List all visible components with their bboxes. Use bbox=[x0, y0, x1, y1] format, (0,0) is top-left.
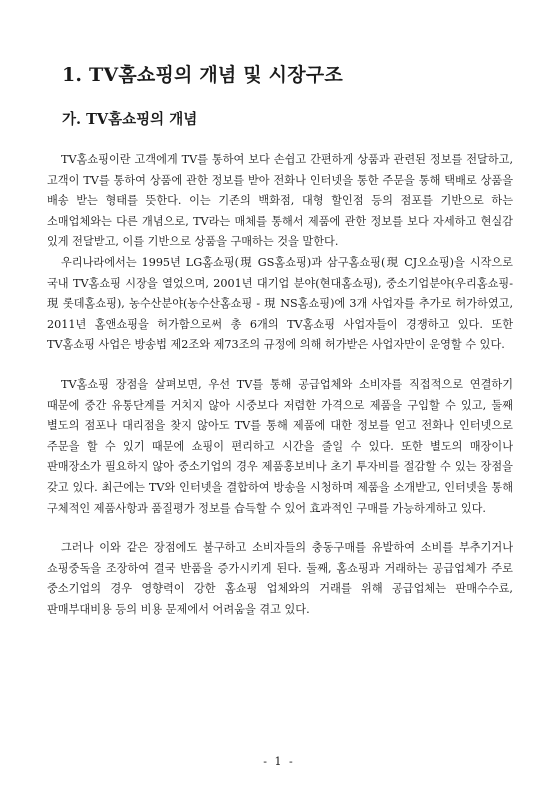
page-number: - 1 - bbox=[263, 755, 295, 768]
paragraph-advantages: TV홈쇼핑 장점을 살펴보면, 우선 TV를 통해 공급업체와 소비자를 직접적으로 연결하기 때문에 중간 유통단계를 거치지 않아 시중보다 저렴한 가격으로 제품을 구입할 수 있고, 둘째 별도의 점포나 대리점을 찾지 않아도 TV를 통해 제품에 대한 정보를 얻고 전화나 인터넷으로 주문을 할 수 있기 때문에 쇼핑이 편리하고 시간을 줄일 수 있다. 또한 별도의 매장이나 판매장소가 필요하지 않아 중소기업의 경우 제품홍보비나 초기 투자비를 절감할 수 있는 장점을 갖고 있다. 최근에는 TV와 인터넷을 결합하여 방송을 시청하며 제품을 소개받고, 인터넷을 통해 구체적인 제품사항과 품질평가 정보를 습득할 수 있어 효과적인 구매를 가능하게하고 있다. bbox=[47, 377, 513, 515]
paragraph-history: 우리나라에서는 1995년 LG홈쇼핑(現 GS홈쇼핑)과 삼구홈쇼핑(現 CJ오쇼핑)을 시작으로 국내 TV홈쇼핑 시장을 열었으며, 2001년 대기업 분야(현대홈쇼핑), 중소기업분야(우리홈쇼핑-現 롯데홈쇼핑), 농수산분야(농수산홈쇼핑 - 現 NS홈쇼핑)에 3개 사업자를 추가로 허가하였고, 2011년 홈앤쇼핑을 허가함으로써 총 6개의 TV홈쇼핑 사업자들이 경쟁하고 있다. 또한 TV홈쇼핑 사업은 방송법 제2조와 제73조의 규정에 의해 허가받은 사업자만이 운영할 수 있다. bbox=[47, 255, 513, 352]
section-title: 가. TV홈쇼핑의 개념 bbox=[62, 111, 198, 128]
body-text bbox=[47, 150, 513, 620]
paragraph-definition: TV홈쇼핑이란 고객에게 TV를 통하여 보다 손쉽고 간편하게 상품과 관련된 정보를 전달하고, 고객이 TV를 통하여 상품에 관한 정보를 받아 전화나 인터넷을 통한 주문을 통해 택배로 상품을 배송 받는 형태를 뜻한다. 이는 기존의 백화점, 대형 할인점 등의 점포를 기반으로 하는 소매업체와는 다른 개념으로, TV라는 매체를 통해서 제품에 관한 정보를 보다 자세하고 현실감 있게 전달받고, 이를 기반으로 상품을 구매하는 것을 말한다. bbox=[47, 153, 513, 249]
paragraph-disadvantages: 그러나 이와 같은 장점에도 불구하고 소비자들의 충동구매를 유발하여 소비를 부추기거나 쇼핑중독을 조장하여 결국 반품을 증가시키게 된다. 둘째, 홈쇼핑과 거래하는 공급업체가 주로 중소기업의 경우 영향력이 강한 홈쇼핑 업체와의 거래를 위해 공급업체는 판매수수료, 판매부대비용 등의 비용 문제에서 어려움을 겪고 있다. bbox=[47, 541, 513, 616]
chapter-title: 1. TV홈쇼핑의 개념 및 시장구조 bbox=[62, 64, 343, 86]
